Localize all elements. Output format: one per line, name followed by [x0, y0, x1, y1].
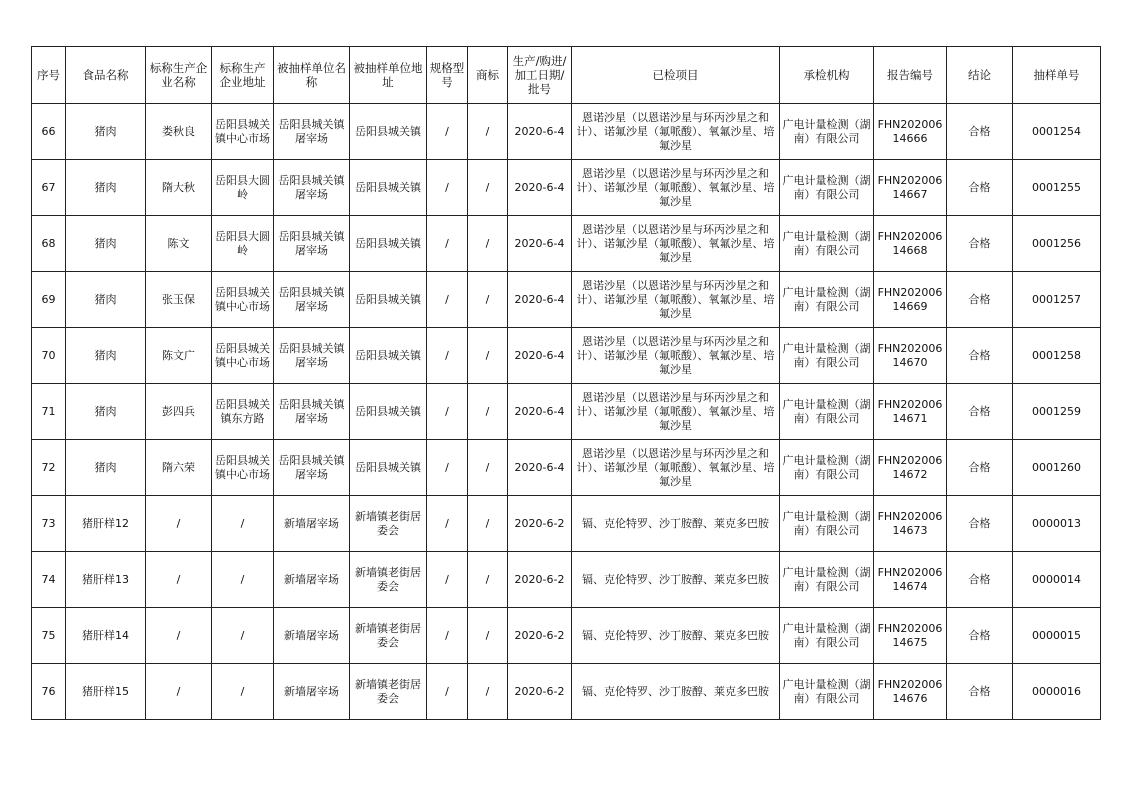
sample-number-cell: 0000013 — [1013, 496, 1101, 552]
sample-number-cell: 0000014 — [1013, 552, 1101, 608]
conclusion-cell: 合格 — [947, 272, 1013, 328]
sampled-unit-address-cell: 岳阳县城关镇 — [350, 440, 427, 496]
table-row — [32, 664, 1101, 720]
report-number-cell: FHN20200614675 — [874, 608, 947, 664]
spec-model-cell: / — [427, 384, 468, 440]
sampled-unit-address-cell: 新墙镇老街居委会 — [350, 496, 427, 552]
tested-items-cell: 镉、克伦特罗、沙丁胺醇、莱克多巴胺 — [572, 608, 780, 664]
table-row — [32, 384, 1101, 440]
production-date-cell: 2020-6-4 — [508, 328, 572, 384]
table-row — [32, 496, 1101, 552]
serial-number-cell: 72 — [32, 440, 66, 496]
sample-number-cell: 0001257 — [1013, 272, 1101, 328]
sample-number-cell: 0000015 — [1013, 608, 1101, 664]
tested-items-cell: 恩诺沙星（以恩诺沙星与环丙沙星之和计）、诺氟沙星（氟哌酸）、氧氟沙星、培氟沙星 — [572, 216, 780, 272]
producer-address-cell: / — [212, 496, 274, 552]
sample-number-cell: 0001259 — [1013, 384, 1101, 440]
header-cell: 被抽样单位地址 — [350, 47, 427, 104]
producer-address-cell: / — [212, 608, 274, 664]
testing-agency-cell: 广电计量检测（湖南）有限公司 — [780, 496, 874, 552]
report-number-cell: FHN20200614674 — [874, 552, 947, 608]
food-name-cell: 猪肉 — [66, 216, 146, 272]
producer-name-cell: 彭四兵 — [146, 384, 212, 440]
trademark-cell: / — [468, 160, 508, 216]
producer-name-cell: 隋六荣 — [146, 440, 212, 496]
sampled-unit-name-cell: 岳阳县城关镇屠宰场 — [274, 104, 350, 160]
header-cell: 标称生产企业地址 — [212, 47, 274, 104]
producer-address-cell: 岳阳县城关镇中心市场 — [212, 272, 274, 328]
producer-address-cell: 岳阳县城关镇中心市场 — [212, 328, 274, 384]
table-row — [32, 608, 1101, 664]
sampled-unit-address-cell: 岳阳县城关镇 — [350, 160, 427, 216]
producer-address-cell: / — [212, 552, 274, 608]
header-cell: 报告编号 — [874, 47, 947, 104]
producer-address-cell: 岳阳县城关镇中心市场 — [212, 104, 274, 160]
trademark-cell: / — [468, 272, 508, 328]
header-cell: 标称生产企业名称 — [146, 47, 212, 104]
tested-items-cell: 镉、克伦特罗、沙丁胺醇、莱克多巴胺 — [572, 664, 780, 720]
spec-model-cell: / — [427, 608, 468, 664]
header-cell: 结论 — [947, 47, 1013, 104]
report-number-cell: FHN20200614672 — [874, 440, 947, 496]
header-cell: 食品名称 — [66, 47, 146, 104]
production-date-cell: 2020-6-2 — [508, 664, 572, 720]
producer-address-cell: / — [212, 664, 274, 720]
report-number-cell: FHN20200614676 — [874, 664, 947, 720]
sampled-unit-name-cell: 岳阳县城关镇屠宰场 — [274, 328, 350, 384]
testing-agency-cell: 广电计量检测（湖南）有限公司 — [780, 104, 874, 160]
serial-number-cell: 74 — [32, 552, 66, 608]
production-date-cell: 2020-6-4 — [508, 272, 572, 328]
testing-agency-cell: 广电计量检测（湖南）有限公司 — [780, 216, 874, 272]
sampled-unit-name-cell: 新墙屠宰场 — [274, 552, 350, 608]
serial-number-cell: 66 — [32, 104, 66, 160]
header-cell: 规格型号 — [427, 47, 468, 104]
producer-name-cell: 隋大秋 — [146, 160, 212, 216]
sample-number-cell: 0001256 — [1013, 216, 1101, 272]
report-number-cell: FHN20200614671 — [874, 384, 947, 440]
sample-number-cell: 0001260 — [1013, 440, 1101, 496]
sampled-unit-address-cell: 新墙镇老街居委会 — [350, 664, 427, 720]
sampled-unit-address-cell: 岳阳县城关镇 — [350, 216, 427, 272]
report-number-cell: FHN20200614666 — [874, 104, 947, 160]
trademark-cell: / — [468, 552, 508, 608]
table-row — [32, 160, 1101, 216]
producer-address-cell: 岳阳县城关镇中心市场 — [212, 440, 274, 496]
tested-items-cell: 恩诺沙星（以恩诺沙星与环丙沙星之和计）、诺氟沙星（氟哌酸）、氧氟沙星、培氟沙星 — [572, 104, 780, 160]
sampled-unit-address-cell: 新墙镇老街居委会 — [350, 552, 427, 608]
producer-name-cell: / — [146, 608, 212, 664]
sampled-unit-name-cell: 新墙屠宰场 — [274, 664, 350, 720]
serial-number-cell: 75 — [32, 608, 66, 664]
inspection-sheet — [31, 46, 1101, 720]
food-name-cell: 猪肉 — [66, 160, 146, 216]
header-cell: 承检机构 — [780, 47, 874, 104]
conclusion-cell: 合格 — [947, 328, 1013, 384]
header-cell: 抽样单号 — [1013, 47, 1101, 104]
spec-model-cell: / — [427, 496, 468, 552]
sampled-unit-name-cell: 新墙屠宰场 — [274, 608, 350, 664]
table-row — [32, 272, 1101, 328]
spec-model-cell: / — [427, 104, 468, 160]
serial-number-cell: 71 — [32, 384, 66, 440]
food-name-cell: 猪肉 — [66, 384, 146, 440]
production-date-cell: 2020-6-4 — [508, 384, 572, 440]
header-row — [32, 47, 1101, 104]
sampled-unit-name-cell: 岳阳县城关镇屠宰场 — [274, 160, 350, 216]
table-row — [32, 552, 1101, 608]
tested-items-cell: 恩诺沙星（以恩诺沙星与环丙沙星之和计）、诺氟沙星（氟哌酸）、氧氟沙星、培氟沙星 — [572, 384, 780, 440]
food-name-cell: 猪肝样12 — [66, 496, 146, 552]
producer-address-cell: 岳阳县城关镇东方路 — [212, 384, 274, 440]
producer-name-cell: / — [146, 552, 212, 608]
report-number-cell: FHN20200614667 — [874, 160, 947, 216]
production-date-cell: 2020-6-2 — [508, 496, 572, 552]
testing-agency-cell: 广电计量检测（湖南）有限公司 — [780, 552, 874, 608]
producer-name-cell: 张玉保 — [146, 272, 212, 328]
serial-number-cell: 76 — [32, 664, 66, 720]
production-date-cell: 2020-6-4 — [508, 104, 572, 160]
testing-agency-cell: 广电计量检测（湖南）有限公司 — [780, 664, 874, 720]
conclusion-cell: 合格 — [947, 664, 1013, 720]
testing-agency-cell: 广电计量检测（湖南）有限公司 — [780, 160, 874, 216]
producer-address-cell: 岳阳县大圆岭 — [212, 160, 274, 216]
food-name-cell: 猪肉 — [66, 104, 146, 160]
header-cell: 序号 — [32, 47, 66, 104]
sampled-unit-name-cell: 岳阳县城关镇屠宰场 — [274, 216, 350, 272]
trademark-cell: / — [468, 104, 508, 160]
serial-number-cell: 69 — [32, 272, 66, 328]
conclusion-cell: 合格 — [947, 608, 1013, 664]
sample-number-cell: 0001255 — [1013, 160, 1101, 216]
production-date-cell: 2020-6-4 — [508, 160, 572, 216]
sample-number-cell: 0001258 — [1013, 328, 1101, 384]
table-body — [32, 104, 1101, 720]
tested-items-cell: 恩诺沙星（以恩诺沙星与环丙沙星之和计）、诺氟沙星（氟哌酸）、氧氟沙星、培氟沙星 — [572, 440, 780, 496]
tested-items-cell: 恩诺沙星（以恩诺沙星与环丙沙星之和计）、诺氟沙星（氟哌酸）、氧氟沙星、培氟沙星 — [572, 160, 780, 216]
spec-model-cell: / — [427, 160, 468, 216]
sampled-unit-address-cell: 岳阳县城关镇 — [350, 328, 427, 384]
testing-agency-cell: 广电计量检测（湖南）有限公司 — [780, 272, 874, 328]
trademark-cell: / — [468, 440, 508, 496]
sampled-unit-address-cell: 岳阳县城关镇 — [350, 104, 427, 160]
producer-name-cell: 陈文广 — [146, 328, 212, 384]
sample-number-cell: 0000016 — [1013, 664, 1101, 720]
sampled-unit-name-cell: 新墙屠宰场 — [274, 496, 350, 552]
report-number-cell: FHN20200614668 — [874, 216, 947, 272]
sampled-unit-name-cell: 岳阳县城关镇屠宰场 — [274, 440, 350, 496]
sampled-unit-address-cell: 岳阳县城关镇 — [350, 384, 427, 440]
tested-items-cell: 镉、克伦特罗、沙丁胺醇、莱克多巴胺 — [572, 552, 780, 608]
sampled-unit-name-cell: 岳阳县城关镇屠宰场 — [274, 384, 350, 440]
food-name-cell: 猪肝样13 — [66, 552, 146, 608]
header-cell: 商标 — [468, 47, 508, 104]
tested-items-cell: 镉、克伦特罗、沙丁胺醇、莱克多巴胺 — [572, 496, 780, 552]
serial-number-cell: 70 — [32, 328, 66, 384]
conclusion-cell: 合格 — [947, 104, 1013, 160]
food-name-cell: 猪肉 — [66, 328, 146, 384]
spec-model-cell: / — [427, 552, 468, 608]
trademark-cell: / — [468, 664, 508, 720]
spec-model-cell: / — [427, 328, 468, 384]
sample-number-cell: 0001254 — [1013, 104, 1101, 160]
producer-address-cell: 岳阳县大圆岭 — [212, 216, 274, 272]
testing-agency-cell: 广电计量检测（湖南）有限公司 — [780, 384, 874, 440]
conclusion-cell: 合格 — [947, 552, 1013, 608]
producer-name-cell: 娄秋良 — [146, 104, 212, 160]
spec-model-cell: / — [427, 216, 468, 272]
header-cell: 被抽样单位名称 — [274, 47, 350, 104]
trademark-cell: / — [468, 216, 508, 272]
serial-number-cell: 73 — [32, 496, 66, 552]
food-name-cell: 猪肝样15 — [66, 664, 146, 720]
sampled-unit-name-cell: 岳阳县城关镇屠宰场 — [274, 272, 350, 328]
food-name-cell: 猪肉 — [66, 272, 146, 328]
header-cell: 生产/购进/加工日期/批号 — [508, 47, 572, 104]
conclusion-cell: 合格 — [947, 160, 1013, 216]
inspection-table — [31, 46, 1101, 720]
production-date-cell: 2020-6-2 — [508, 608, 572, 664]
header-cell: 已检项目 — [572, 47, 780, 104]
producer-name-cell: 陈文 — [146, 216, 212, 272]
serial-number-cell: 67 — [32, 160, 66, 216]
table-row — [32, 216, 1101, 272]
trademark-cell: / — [468, 608, 508, 664]
spec-model-cell: / — [427, 440, 468, 496]
report-number-cell: FHN20200614673 — [874, 496, 947, 552]
food-name-cell: 猪肝样14 — [66, 608, 146, 664]
table-row — [32, 440, 1101, 496]
spec-model-cell: / — [427, 664, 468, 720]
sampled-unit-address-cell: 岳阳县城关镇 — [350, 272, 427, 328]
food-name-cell: 猪肉 — [66, 440, 146, 496]
trademark-cell: / — [468, 496, 508, 552]
testing-agency-cell: 广电计量检测（湖南）有限公司 — [780, 608, 874, 664]
report-number-cell: FHN20200614670 — [874, 328, 947, 384]
conclusion-cell: 合格 — [947, 496, 1013, 552]
conclusion-cell: 合格 — [947, 216, 1013, 272]
serial-number-cell: 68 — [32, 216, 66, 272]
producer-name-cell: / — [146, 496, 212, 552]
producer-name-cell: / — [146, 664, 212, 720]
testing-agency-cell: 广电计量检测（湖南）有限公司 — [780, 440, 874, 496]
sampled-unit-address-cell: 新墙镇老街居委会 — [350, 608, 427, 664]
production-date-cell: 2020-6-4 — [508, 440, 572, 496]
trademark-cell: / — [468, 328, 508, 384]
tested-items-cell: 恩诺沙星（以恩诺沙星与环丙沙星之和计）、诺氟沙星（氟哌酸）、氧氟沙星、培氟沙星 — [572, 272, 780, 328]
production-date-cell: 2020-6-4 — [508, 216, 572, 272]
conclusion-cell: 合格 — [947, 440, 1013, 496]
tested-items-cell: 恩诺沙星（以恩诺沙星与环丙沙星之和计）、诺氟沙星（氟哌酸）、氧氟沙星、培氟沙星 — [572, 328, 780, 384]
table-row — [32, 328, 1101, 384]
spec-model-cell: / — [427, 272, 468, 328]
production-date-cell: 2020-6-2 — [508, 552, 572, 608]
table-row — [32, 104, 1101, 160]
trademark-cell: / — [468, 384, 508, 440]
conclusion-cell: 合格 — [947, 384, 1013, 440]
report-number-cell: FHN20200614669 — [874, 272, 947, 328]
testing-agency-cell: 广电计量检测（湖南）有限公司 — [780, 328, 874, 384]
